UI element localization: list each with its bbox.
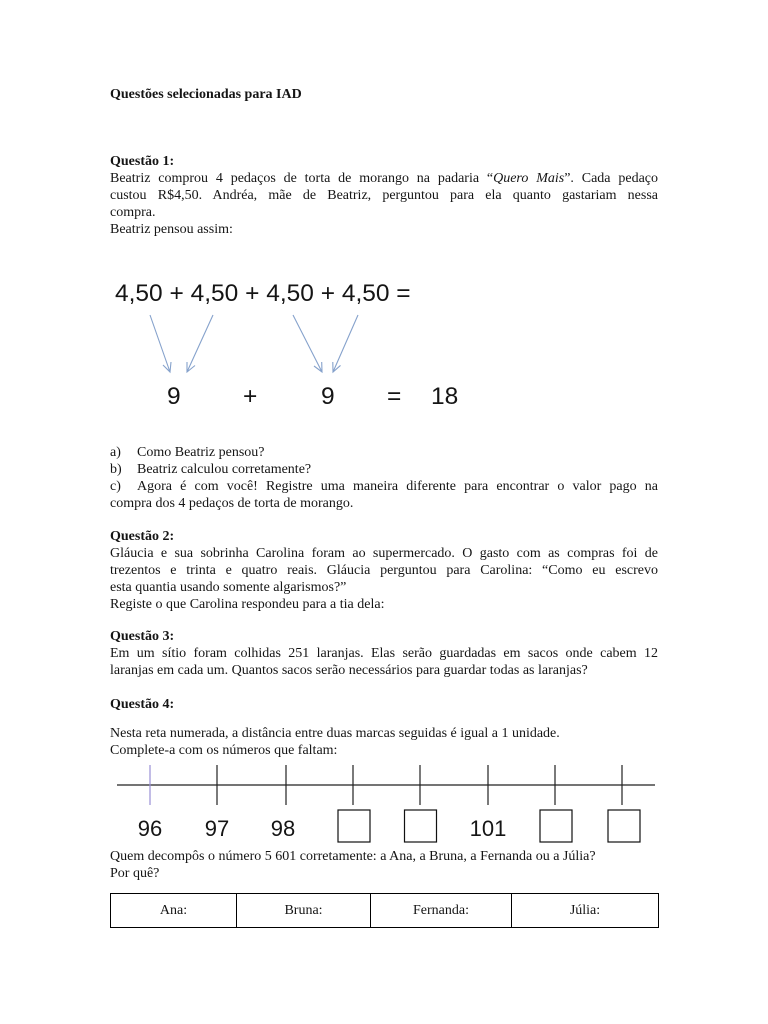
question-1-line-2: custou R$4,50. Andréa, mãe de Beatriz, perguntou para ela quanto gastariam nessa bbox=[110, 188, 658, 203]
question-1-items bbox=[110, 444, 658, 512]
question-2-heading: Questão 2: bbox=[110, 529, 175, 544]
answer-box bbox=[608, 810, 640, 842]
question-3-heading: Questão 3: bbox=[110, 629, 175, 644]
arrow bbox=[187, 315, 213, 372]
partial-sum: 9 bbox=[167, 383, 181, 410]
question-4-line: Por quê? bbox=[110, 866, 160, 881]
question-1 bbox=[110, 153, 658, 238]
item-c bbox=[110, 478, 658, 495]
number-label: 98 bbox=[270, 816, 296, 841]
item-text: Como Beatriz pensou? bbox=[137, 445, 265, 460]
plus-sign: + bbox=[243, 383, 258, 410]
question-3 bbox=[110, 628, 658, 679]
question-4-intro bbox=[110, 725, 658, 759]
item-text: Agora é com você! Registre uma maneira diferente para encontrar o valor pago na bbox=[137, 479, 658, 494]
answer-box bbox=[405, 810, 437, 842]
question-3-line: Em um sítio foram colhidas 251 laranjas. Elas serão guardadas em sacos onde cabem 12 bbox=[110, 646, 658, 661]
number-label: 101 bbox=[469, 816, 507, 841]
item-a bbox=[110, 444, 658, 461]
partial-sum: 9 bbox=[321, 383, 335, 410]
question-2-line: trezentos e trinta e quatro reais. Gláucia perguntou para Carolina: “Como eu escrevo bbox=[110, 563, 658, 578]
table-cell-bruna: Bruna: bbox=[237, 894, 371, 928]
arrow bbox=[150, 315, 171, 372]
question-4-line: Nesta reta numerada, a distância entre duas marcas seguidas é igual a 1 unidade. bbox=[110, 726, 560, 741]
bakery-name: Quero Mais bbox=[493, 171, 565, 186]
question-1-line-4: Beatriz pensou assim: bbox=[110, 222, 233, 237]
question-2-line: esta quantia usando somente algarismos?” bbox=[110, 580, 347, 595]
number-label: 97 bbox=[204, 816, 230, 841]
answer-box bbox=[540, 810, 572, 842]
equals-sign: = bbox=[387, 383, 402, 410]
answer-box bbox=[338, 810, 370, 842]
question-1-line-1 bbox=[110, 170, 658, 187]
total-result: 18 bbox=[431, 383, 459, 410]
calculation-figure bbox=[100, 270, 480, 415]
question-4-line: Complete-a com os números que faltam: bbox=[110, 743, 338, 758]
question-3-line: laranjas em cada um. Quantos sacos serão necessários para guardar todas as laranjas? bbox=[110, 663, 588, 678]
item-b bbox=[110, 461, 658, 478]
question-2-line: Gláucia e sua sobrinha Carolina foram ao supermercado. O gasto com as compras foi de bbox=[110, 546, 658, 561]
page-title: Questões selecionadas para IAD bbox=[110, 87, 302, 102]
number-line bbox=[110, 760, 660, 850]
arrow bbox=[293, 315, 322, 372]
text-run: Beatriz comprou 4 pedaços de torta de morango na padaria “ bbox=[110, 171, 494, 186]
sum-expression: 4,50 + 4,50 + 4,50 + 4,50 = bbox=[115, 280, 411, 307]
question-4-line: Quem decompôs o número 5 601 corretamente: a Ana, a Bruna, a Fernanda ou a Júlia? bbox=[110, 849, 596, 864]
decomposition-question bbox=[110, 848, 658, 882]
arrow bbox=[333, 315, 358, 372]
question-1-line-3: compra. bbox=[110, 205, 156, 220]
names-table bbox=[110, 893, 659, 928]
item-label: b) bbox=[110, 462, 122, 477]
text-run: ”. Cada pedaço bbox=[564, 171, 658, 186]
item-label: c) bbox=[110, 479, 121, 494]
question-2-line: Registe o que Carolina respondeu para a tia dela: bbox=[110, 597, 385, 612]
item-label: a) bbox=[110, 445, 121, 460]
table-cell-fernanda: Fernanda: bbox=[371, 894, 512, 928]
item-c-continuation: compra dos 4 pedaços de torta de morango. bbox=[110, 496, 354, 511]
table-cell-julia: Júlia: bbox=[512, 894, 659, 928]
item-text: Beatriz calculou corretamente? bbox=[137, 462, 312, 477]
table-row bbox=[111, 894, 659, 928]
question-2 bbox=[110, 528, 658, 613]
question-1-heading: Questão 1: bbox=[110, 154, 175, 169]
question-4-heading: Questão 4: bbox=[110, 697, 175, 712]
table-cell-ana: Ana: bbox=[111, 894, 237, 928]
number-label: 96 bbox=[137, 816, 163, 841]
